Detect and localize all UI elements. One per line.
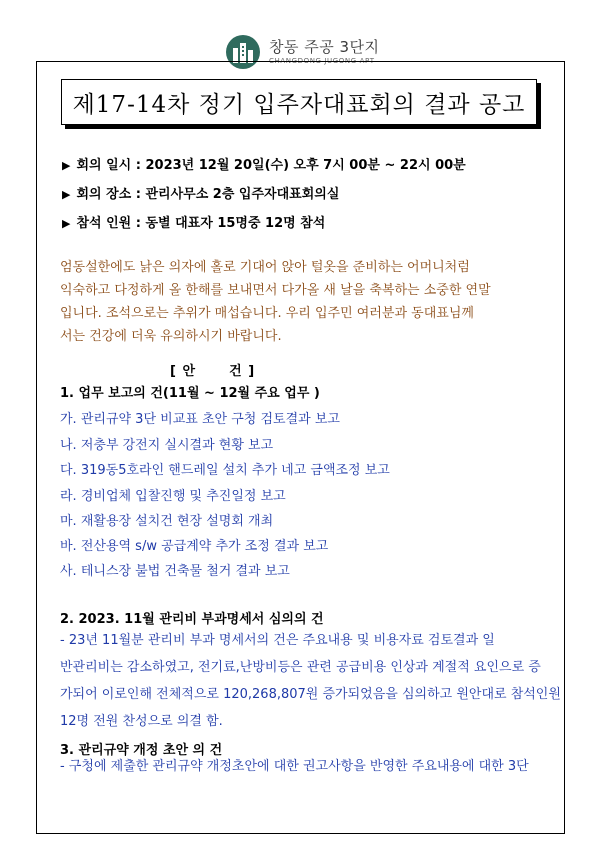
greeting-line: 서는 건강에 더욱 유의하시기 바랍니다. [60, 329, 282, 344]
section-1-item: 가. 관리규약 3단 비교표 초안 구청 검토결과 보고 [60, 412, 340, 427]
section-2-heading: 2. 2023. 11월 관리비 부과명세서 심의의 건 [60, 612, 324, 627]
greeting-line: 엄동설한에도 낡은 의자에 홀로 기대어 앉아 털옷을 준비하는 어머니처럼 [60, 260, 470, 275]
section-1-item: 마. 재활용장 설치건 현장 설명회 개최 [60, 514, 274, 529]
meeting-place: ▶ 회의 장소 : 관리사무소 2층 입주자대표회의실 [62, 187, 340, 202]
section-1-item: 바. 전산용역 s/w 공급계약 추가 조정 결과 보고 [60, 539, 329, 554]
section-1-item: 라. 경비업체 입찰진행 및 추진일정 보고 [60, 489, 286, 504]
pointer-arrow-icon: ▶ [62, 188, 71, 201]
section-1-item: 사. 테니스장 불법 건축물 철거 결과 보고 [60, 564, 290, 579]
meeting-date: ▶ 회의 일시 : 2023년 12월 20일(수) 오후 7시 00분 ~ 22시 00분 [62, 158, 466, 173]
section-2-body [60, 627, 561, 735]
section-3-heading: 3. 관리규약 개정 초안 의 건 [60, 743, 223, 758]
section-3-body [60, 753, 548, 780]
section-2-line: - 23년 11월분 관리비 부과 명세서의 건은 주요내용 및 비용자료 검토결과 일 [60, 633, 495, 648]
agenda-heading: [ 안 건 ] [170, 364, 256, 379]
greeting-line: 익숙하고 다정하게 올 한해를 보내면서 다가올 새 날을 축복하는 소중한 연말 [60, 283, 491, 298]
meeting-attendance: ▶ 참석 인원 : 동별 대표자 15명중 12명 참석 [62, 216, 326, 231]
section-1-heading: 1. 업무 보고의 건(11월 ~ 12월 주요 업무 ) [60, 386, 320, 401]
pointer-arrow-icon: ▶ [62, 159, 71, 172]
section-1-item: 나. 저충부 강전지 실시결과 현황 보고 [60, 438, 274, 453]
pointer-arrow-icon: ▶ [62, 217, 71, 230]
section-2-line: 반관리비는 감소하였고, 전기료,난방비등은 관련 공급비용 인상과 계절적 요인으로 증 [60, 660, 541, 675]
greeting-line: 입니다. 조석으로는 추위가 매섭습니다. 우리 입주민 여러분과 동대표님께 [60, 306, 474, 321]
section-2-line: 12명 전원 찬성으로 의결 함. [60, 714, 223, 729]
notice-title: 제17-14차 정기 입주자대표회의 결과 공고 [61, 79, 537, 125]
section-1-item: 다. 319동5호라인 핸드레일 설치 추가 네고 금액조정 보고 [60, 463, 390, 478]
section-2-line: 가되어 이로인해 전체적으로 120,268,807원 증가되었음을 심의하고 원안대로 참석인원 [60, 687, 561, 702]
logo-name: 창동 주공 3단지 [269, 38, 380, 56]
logo-subtitle: CHANGDONG JUGONG APT [269, 57, 375, 65]
greeting-paragraph [60, 256, 550, 348]
section-3-line: - 구청에 제출한 관리규약 개정초안에 대한 권고사항을 반영한 주요내용에 대한 3단 [60, 759, 529, 774]
